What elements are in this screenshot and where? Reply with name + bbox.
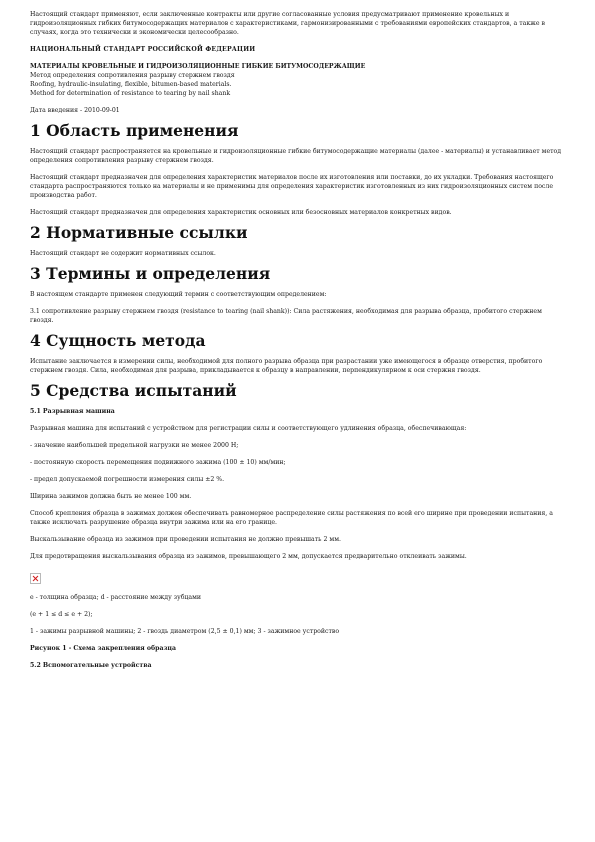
section-5-heading: 5 Средства испытаний <box>30 381 237 400</box>
section-1-paragraph: Настоящий стандарт предназначен для определения характеристик материалов после их изготовления или поставки, до их укладки. Требования настоящего стандарта распространяются только на материалы и не применимы для определения характеристик изготовленных из них гидроизоляционных систем после производства работ. <box>30 174 554 199</box>
section-5-paragraph: Ширина зажимов должна быть не менее 100 мм. <box>30 493 192 500</box>
term-definition: 3.1 сопротивление разрыву стержнем гвоздя (resistance to tearing (nail shank)): Сила растяжения, необходимая для разрыва образца, пробитого стержнем гвоздя. <box>30 308 542 324</box>
section-2-heading: 2 Нормативные ссылки <box>30 223 248 242</box>
requirement-item: - значение наибольшей предельной нагрузки не менее 2000 Н; <box>30 442 239 449</box>
figure-legend-line: e - толщина образца; d - расстояние между зубцами <box>30 594 202 601</box>
broken-image-icon <box>30 573 41 584</box>
section-2-paragraph: Настоящий стандарт не содержит нормативных ссылок. <box>30 250 216 257</box>
figure-legend-line: 1 - зажимы разрывной машины; 2 - гвоздь диаметром (2,5 ± 0,1) мм; 3 - зажимное устройство <box>30 628 340 635</box>
section-5-paragraph: Выскальзывание образца из зажимов при проведении испытания не должно превышать 2 мм. <box>30 536 341 543</box>
title-line-en: Roofing, hydraulic-insulating, flexible, bitumen-based materials. <box>30 81 232 88</box>
section-4-paragraph: Испытание заключается в измерении силы, необходимой для полного разрыва образца при разрастании уже имеющегося в образце отверстия, пробитого стержнем гвоздя. Сила, необходимая для разрыва, прикладывается к образцу в направлении, перпендикулярном к оси стержня гвоздя. <box>30 358 543 374</box>
title-line-ru: МАТЕРИАЛЫ КРОВЕЛЬНЫЕ И ГИДРОИЗОЛЯЦИОННЫЕ ГИБКИЕ БИТУМОСОДЕРЖАЩИЕ <box>30 63 366 70</box>
subtitle-line-ru: Метод определения сопротивления разрыву стержнем гвоздя <box>30 72 235 79</box>
figure-legend-line: (e + 1 ≤ d ≤ e + 2); <box>30 611 93 618</box>
subsection-5-2-heading: 5.2 Вспомогательные устройства <box>30 662 152 669</box>
requirement-item: - предел допускаемой погрешности измерения силы ±2 %. <box>30 476 225 483</box>
document-title-block <box>30 62 567 98</box>
section-5-paragraph: Разрывная машина для испытаний с устройством для регистрации силы и соответствующего удлинения образца, обеспечивающая: <box>30 425 467 432</box>
requirement-item: - постоянную скорость перемещения подвижного зажима (100 ± 10) мм/мин; <box>30 459 286 466</box>
section-1-heading: 1 Область применения <box>30 121 239 140</box>
document-page <box>30 10 567 670</box>
section-1-paragraph: Настоящий стандарт предназначен для определения характеристик основных или безосновных материалов конкретных видов. <box>30 209 452 216</box>
section-3-heading: 3 Термины и определения <box>30 264 271 283</box>
subtitle-line-en: Method for determination of resistance to tearing by nail shank <box>30 90 231 97</box>
section-3-paragraph: В настоящем стандарте применен следующий термин с соответствующим определением: <box>30 291 327 298</box>
figure-caption: Рисунок 1 - Схема закрепления образца <box>30 645 176 652</box>
subsection-5-1-heading: 5.1 Разрывная машина <box>30 408 115 415</box>
section-4-heading: 4 Сущность метода <box>30 331 206 350</box>
section-1-paragraph: Настоящий стандарт распространяется на кровельные и гидроизоляционные гибкие битумосодержащие материалы (далее - материалы) и устанавливает метод определения сопротивления разрыву стержнем гвоздя. <box>30 148 562 164</box>
section-5-paragraph: Способ крепления образца в зажимах должен обеспечивать равномерное распределение силы растяжения по всей его ширине при проведении испытания, а также исключать разрушение образца внутри зажима или на его границе. <box>30 510 553 526</box>
intro-paragraph: Настоящий стандарт применяют, если заключенные контракты или другие согласованные условия предусматривают применение кровельных и гидроизоляционных гибких битумосодержащих материалов с характеристиками, гармонизированными с требованиями европейских стандартов, а также в случаях, когда это технически и экономически целесообразно. <box>30 11 545 36</box>
introduction-date: Дата введения - 2010-09-01 <box>30 107 120 114</box>
section-5-paragraph: Для предотвращения выскальзывания образца из зажимов, превышающего 2 мм, допускается предварительно отклеивать зажимы. <box>30 553 467 560</box>
standard-header: НАЦИОНАЛЬНЫЙ СТАНДАРТ РОССИЙСКОЙ ФЕДЕРАЦИИ <box>30 46 256 53</box>
